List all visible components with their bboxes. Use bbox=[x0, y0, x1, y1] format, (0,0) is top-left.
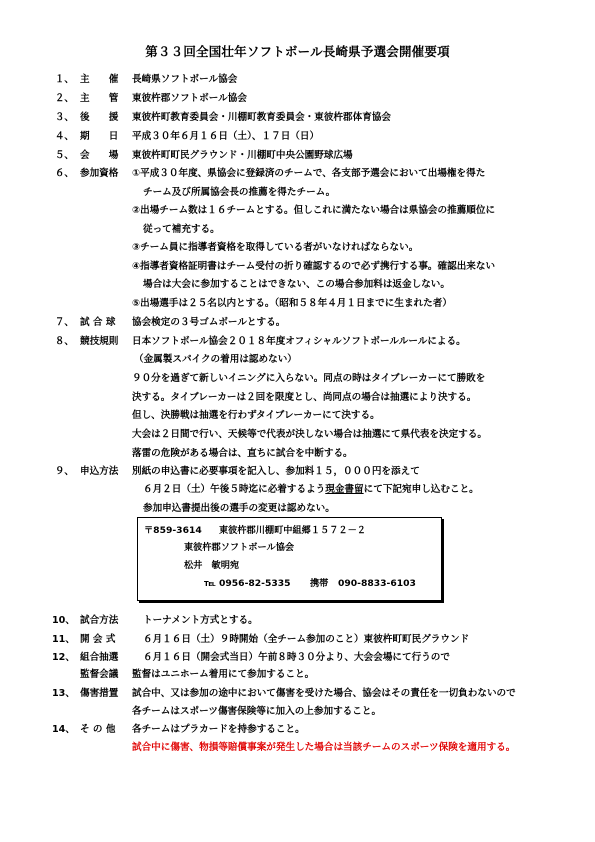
section-text: 東彼杵町教育委員会・川棚町教育委員会・東彼杵郡体育協会 bbox=[132, 112, 392, 123]
section-label: 傷害措置 bbox=[80, 688, 119, 699]
phone-number: 0956-82-5335 bbox=[219, 578, 291, 589]
section-label: そ の 他 bbox=[80, 724, 116, 735]
application-line: ６月２日（土）午後５時迄に必着するよう現金書留にて下記宛申し込むこと。 bbox=[143, 484, 479, 495]
rules-line: 但し、決勝戦は抽選を行わずタイブレーカーにて決する。 bbox=[132, 410, 380, 421]
section-injury bbox=[0, 688, 595, 720]
street-address: 東彼杵郡川棚町中組郷１５７２－２ bbox=[219, 525, 366, 536]
section-number: 12、 bbox=[52, 652, 75, 663]
eligibility-line: ①平成３０年度、県協会に登録済のチームで、各支部予選会において出場権を得た bbox=[132, 168, 486, 179]
section-text: 東彼杵郡ソフトボール協会 bbox=[132, 93, 247, 104]
section-label: 組合抽選 bbox=[80, 652, 119, 663]
section-label: 競技規則 bbox=[80, 336, 119, 347]
address-box bbox=[137, 517, 442, 601]
section-other bbox=[0, 724, 595, 760]
postal-code: 〒859-3614 bbox=[144, 525, 202, 536]
section-label: 後 援 bbox=[80, 112, 119, 123]
section-number: ５、 bbox=[54, 150, 74, 161]
eligibility-line: 場合は大会に参加することはできない、この場合参加料は返金しない。 bbox=[143, 279, 450, 290]
section-number: 10、 bbox=[52, 615, 75, 626]
section-label: 試 合 球 bbox=[80, 317, 116, 328]
mobile-label: 携帯 bbox=[310, 578, 329, 589]
section-text: 試合中、又は参加の途中において傷害を受けた場合、協会はその責任を一切負わないので bbox=[132, 688, 516, 699]
cash-registered-mail: 現金書留 bbox=[325, 484, 364, 495]
rules-line: ９０分を過ぎて新しいイニングに入らない。同点の時はタイブレーカーにて勝敗を bbox=[132, 373, 486, 384]
section-application bbox=[0, 466, 595, 516]
eligibility-line: ②出場チーム数は１６チームとする。但しこれに満たない場合は県協会の推薦順位に bbox=[132, 205, 496, 216]
section-label: 主 催 bbox=[80, 74, 119, 85]
page-title: 第３３回全国壮年ソフトボール長崎県予選会開催要項 bbox=[145, 44, 450, 59]
section-number: ６、 bbox=[54, 168, 74, 179]
section-text: ６月１６日（開会式当日）午前８時３０分より、大会会場にて行うので bbox=[143, 652, 450, 663]
rules-line: 落雷の危険がある場合は、直ちに試合を中断する。 bbox=[132, 448, 353, 459]
application-line: 別紙の申込書に必要事項を記入し、参加料１５，０００円を添えて bbox=[132, 466, 420, 477]
rules-line: 決する。タイブレーカーは２回を限度とし、尚同点の場合は抽選により決する。 bbox=[132, 392, 477, 403]
section-text: 平成３０年６月１６日（土）、１７日（日） bbox=[132, 131, 320, 142]
section-text: 協会検定の３号ゴムボールとする。 bbox=[132, 317, 286, 328]
section-number: １、 bbox=[54, 74, 74, 85]
section-rules bbox=[0, 336, 595, 466]
section-label: 開 会 式 bbox=[80, 634, 116, 645]
section-number: ３、 bbox=[54, 112, 74, 123]
section-label-secondary: 監督会議 bbox=[80, 669, 119, 680]
section-label: 参加資格 bbox=[80, 168, 119, 179]
section-text: 長崎県ソフトボール協会 bbox=[132, 74, 238, 85]
section-text-secondary: 監督はユニホーム着用にて参加すること。 bbox=[132, 669, 315, 680]
section-number: 14、 bbox=[52, 724, 75, 735]
rules-line: 大会は２日間で行い、天候等で代表が決しない場合は抽選にて県代表を決定する。 bbox=[132, 429, 487, 440]
section-number: ７、 bbox=[54, 317, 74, 328]
section-number: ４、 bbox=[54, 131, 74, 142]
section-text: トーナメント方式とする。 bbox=[143, 615, 258, 626]
section-label: 会 場 bbox=[80, 150, 119, 161]
eligibility-line: ⑤出場選手は２５名以内とする。（昭和５８年４月１日までに生まれた者） bbox=[132, 298, 452, 309]
section-number: ２、 bbox=[54, 93, 74, 104]
section-text: ６月１６日（土）９時開始（全チーム参加のこと）東彼杵町町民グラウンド bbox=[143, 634, 470, 645]
mobile-number: 090-8833-6103 bbox=[338, 578, 416, 589]
section-text: 東彼杵町町民グラウンド・川棚町中央公園野球広場 bbox=[132, 150, 353, 161]
eligibility-line: 従って補充する。 bbox=[143, 224, 220, 235]
section-eligibility bbox=[0, 168, 595, 318]
section-number: 11、 bbox=[52, 634, 75, 645]
organization-name: 東彼杵郡ソフトボール協会 bbox=[184, 542, 295, 553]
section-label: 試合方法 bbox=[80, 615, 119, 626]
insurance-notice: 試合中に傷害、物損等賠償事案が発生した場合は当該チームのスポーツ保険を適用する。 bbox=[132, 742, 516, 753]
phone-icon: ℡ bbox=[204, 578, 216, 589]
section-text: 各チームはプラカードを持参すること。 bbox=[132, 724, 305, 735]
section-number: ８、 bbox=[54, 336, 74, 347]
section-draw bbox=[0, 652, 595, 684]
recipient-name: 松井 敏明宛 bbox=[184, 560, 240, 571]
section-number: ９、 bbox=[54, 466, 74, 477]
eligibility-line: ④指導者資格証明書はチーム受付の折り確認するので必ず携行する事。確認出来ない bbox=[132, 261, 496, 272]
section-text-secondary: 各チームはスポーツ傷害保険等に加入の上参加すること。 bbox=[132, 706, 382, 717]
section-label: 申込方法 bbox=[80, 466, 119, 477]
eligibility-line: チーム及び所属協会長の推薦を得たチーム。 bbox=[143, 187, 336, 198]
rules-line: （金属製スパイクの着用は認めない） bbox=[134, 354, 297, 365]
section-label: 主 管 bbox=[80, 93, 119, 104]
section-label: 期 日 bbox=[80, 131, 119, 142]
application-line: 参加申込書提出後の選手の変更は認めない。 bbox=[143, 503, 335, 514]
section-number: 13、 bbox=[52, 688, 75, 699]
rules-line: 日本ソフトボール協会２０１８年度オフィシャルソフトボールルールによる。 bbox=[132, 336, 466, 347]
eligibility-line: ③チーム員に指導者資格を取得している者がいなければならない。 bbox=[132, 242, 419, 253]
